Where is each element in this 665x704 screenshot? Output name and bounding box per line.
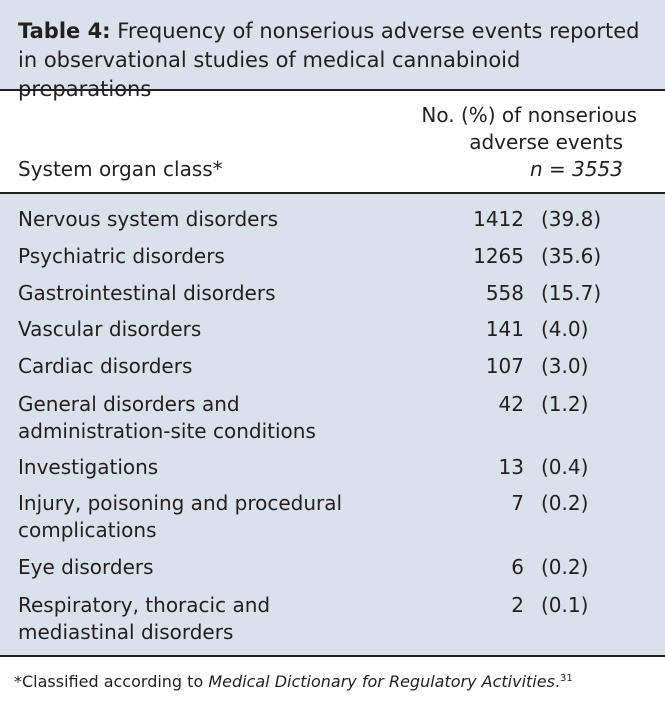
row-percent: (35.6) xyxy=(541,244,602,268)
footnote-suffix: . xyxy=(554,672,561,691)
row-label: General disorders and administration-site conditions xyxy=(18,392,316,443)
table-header xyxy=(0,91,665,194)
row-label: Gastrointestinal disorders xyxy=(18,281,276,305)
row-percent: (0.2) xyxy=(541,555,589,579)
row-percent: (1.2) xyxy=(541,392,589,416)
row-label: Vascular disorders xyxy=(18,317,202,341)
row-count: 558 xyxy=(485,281,524,305)
row-percent: (0.2) xyxy=(541,491,589,515)
footnote-source: Medical Dictionary for Regulatory Activities xyxy=(208,672,555,691)
row-percent: (0.1) xyxy=(541,593,589,617)
column-header-n: n = 3553 xyxy=(529,157,623,181)
row-count: 13 xyxy=(498,455,524,479)
row-count: 141 xyxy=(485,317,524,341)
table-title: Frequency of nonserious adverse events reported in observational studies of medical cannabinoid preparations xyxy=(18,19,640,101)
table-caption xyxy=(0,0,665,101)
table-footnote xyxy=(14,671,573,693)
footnote-reference: 31 xyxy=(560,673,573,684)
row-percent: (3.0) xyxy=(541,354,589,378)
table-body xyxy=(0,194,665,657)
row-count: 2 xyxy=(511,593,524,617)
column-header-line1: No. (%) of nonserious xyxy=(421,103,637,127)
row-percent: (0.4) xyxy=(541,455,589,479)
row-count: 1265 xyxy=(473,244,524,268)
row-label: Psychiatric disorders xyxy=(18,244,225,268)
row-label: Cardiac disorders xyxy=(18,354,193,378)
row-count: 1412 xyxy=(473,207,524,231)
row-label: Nervous system disorders xyxy=(18,207,279,231)
row-label: Respiratory, thoracic and mediastinal disorders xyxy=(18,593,271,644)
row-percent: (15.7) xyxy=(541,281,602,305)
row-count: 7 xyxy=(511,491,524,515)
row-count: 6 xyxy=(511,555,524,579)
row-percent: (39.8) xyxy=(541,207,602,231)
column-header-events xyxy=(407,102,637,183)
table-label: Table 4: xyxy=(18,19,111,43)
row-count: 107 xyxy=(485,354,524,378)
column-header-system-organ-class: System organ class* xyxy=(18,157,223,181)
row-count: 42 xyxy=(498,392,524,416)
row-label: Eye disorders xyxy=(18,555,154,579)
row-label: Investigations xyxy=(18,455,159,479)
row-percent: (4.0) xyxy=(541,317,589,341)
column-header-line2: adverse events xyxy=(469,130,623,154)
footnote-prefix: *Classified according to xyxy=(14,672,209,691)
row-label: Injury, poisoning and procedural complications xyxy=(18,491,343,542)
